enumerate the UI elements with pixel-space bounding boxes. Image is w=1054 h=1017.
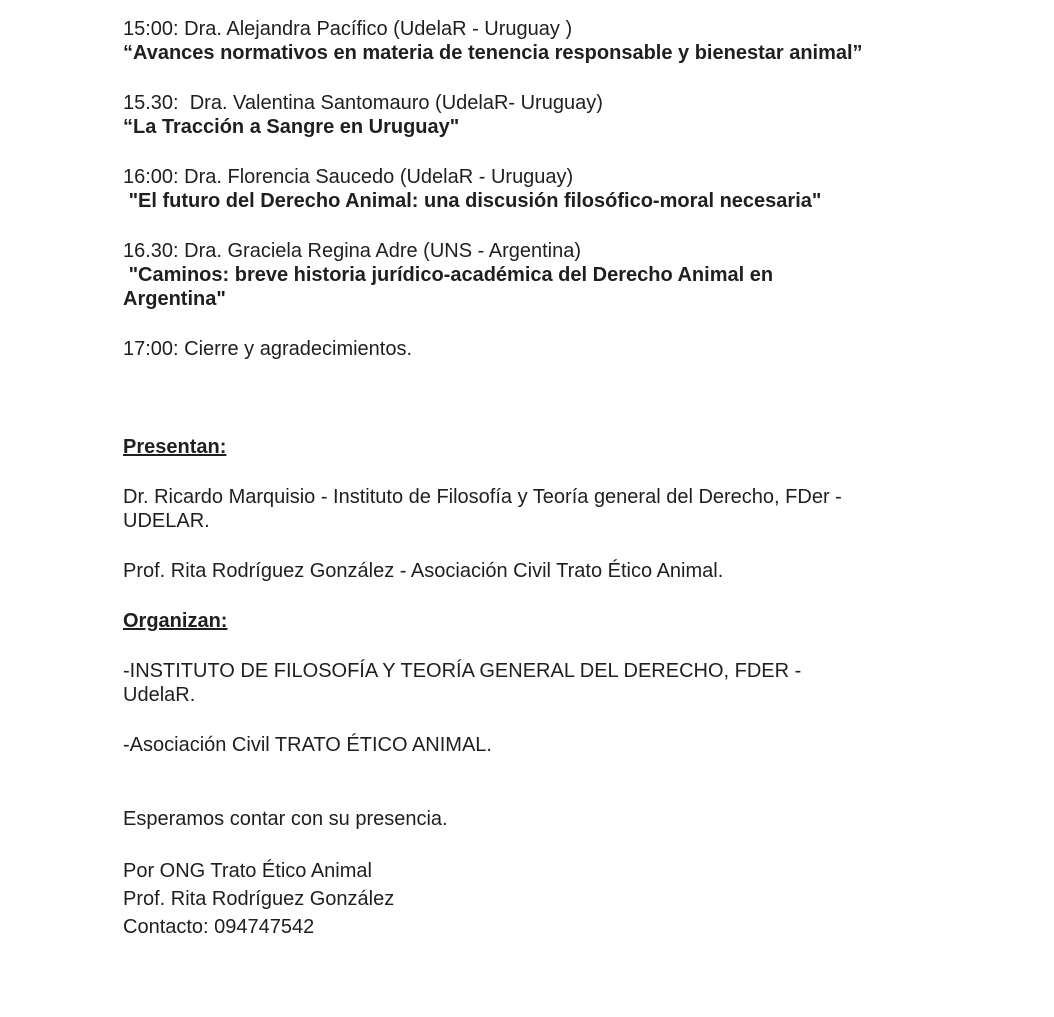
program-item-1 (123, 17, 943, 65)
closing-text: 17:00: Cierre y agradecimientos. (123, 338, 413, 360)
presenter-line: Prof. Rita Rodríguez González - Asociación Civil Trato Ético Animal. (123, 560, 724, 582)
program-item-4 (123, 239, 943, 311)
presenter-line: UDELAR. (123, 510, 210, 532)
presentan-item-2 (123, 559, 943, 583)
program-time-speaker: 15:00: Dra. Alejandra Pacífico (UdelaR - Uruguay ) (123, 18, 573, 40)
program-item-2 (123, 91, 943, 139)
presentan-section (123, 435, 943, 459)
signature-org: Por ONG Trato Ético Animal (123, 860, 372, 882)
signature-block (123, 857, 943, 941)
closing-item (123, 337, 943, 361)
program-talk-title-line2: Argentina" (123, 288, 226, 310)
signature-name: Prof. Rita Rodríguez González (123, 888, 395, 910)
program-time-speaker: 16:00: Dra. Florencia Saucedo (UdelaR - Uruguay) (123, 166, 574, 188)
organizer-line: -INSTITUTO DE FILOSOFÍA Y TEORÍA GENERAL DEL DERECHO, FDER - (123, 660, 802, 682)
organizan-item-1 (123, 659, 943, 707)
signature-contact: Contacto: 094747542 (123, 916, 315, 938)
invitation-block (123, 807, 943, 831)
organizan-section (123, 609, 943, 633)
presenter-line: Dr. Ricardo Marquisio - Instituto de Filosofía y Teoría general del Derecho, FDer - (123, 486, 842, 508)
presentan-heading: Presentan: (123, 436, 227, 458)
organizer-line: UdelaR. (123, 684, 196, 706)
organizer-line: -Asociación Civil TRATO ÉTICO ANIMAL. (123, 734, 492, 756)
program-time-speaker: 16.30: Dra. Graciela Regina Adre (UNS - Argentina) (123, 240, 581, 262)
program-time-speaker: 15.30: Dra. Valentina Santomauro (UdelaR- Uruguay) (123, 92, 603, 114)
program-talk-title: "El futuro del Derecho Animal: una discusión filosófico-moral necesaria" (123, 190, 822, 212)
program-talk-title: “Avances normativos en materia de tenencia responsable y bienestar animal” (123, 42, 863, 64)
organizan-item-2 (123, 733, 943, 757)
program-item-3 (123, 165, 943, 213)
program-talk-title: “La Tracción a Sangre en Uruguay" (123, 116, 460, 138)
document-page (123, 17, 943, 941)
organizan-heading: Organizan: (123, 610, 228, 632)
program-talk-title-line1: "Caminos: breve historia jurídico-académica del Derecho Animal en (123, 264, 774, 286)
invitation-text: Esperamos contar con su presencia. (123, 808, 448, 830)
presentan-item-1 (123, 485, 943, 533)
